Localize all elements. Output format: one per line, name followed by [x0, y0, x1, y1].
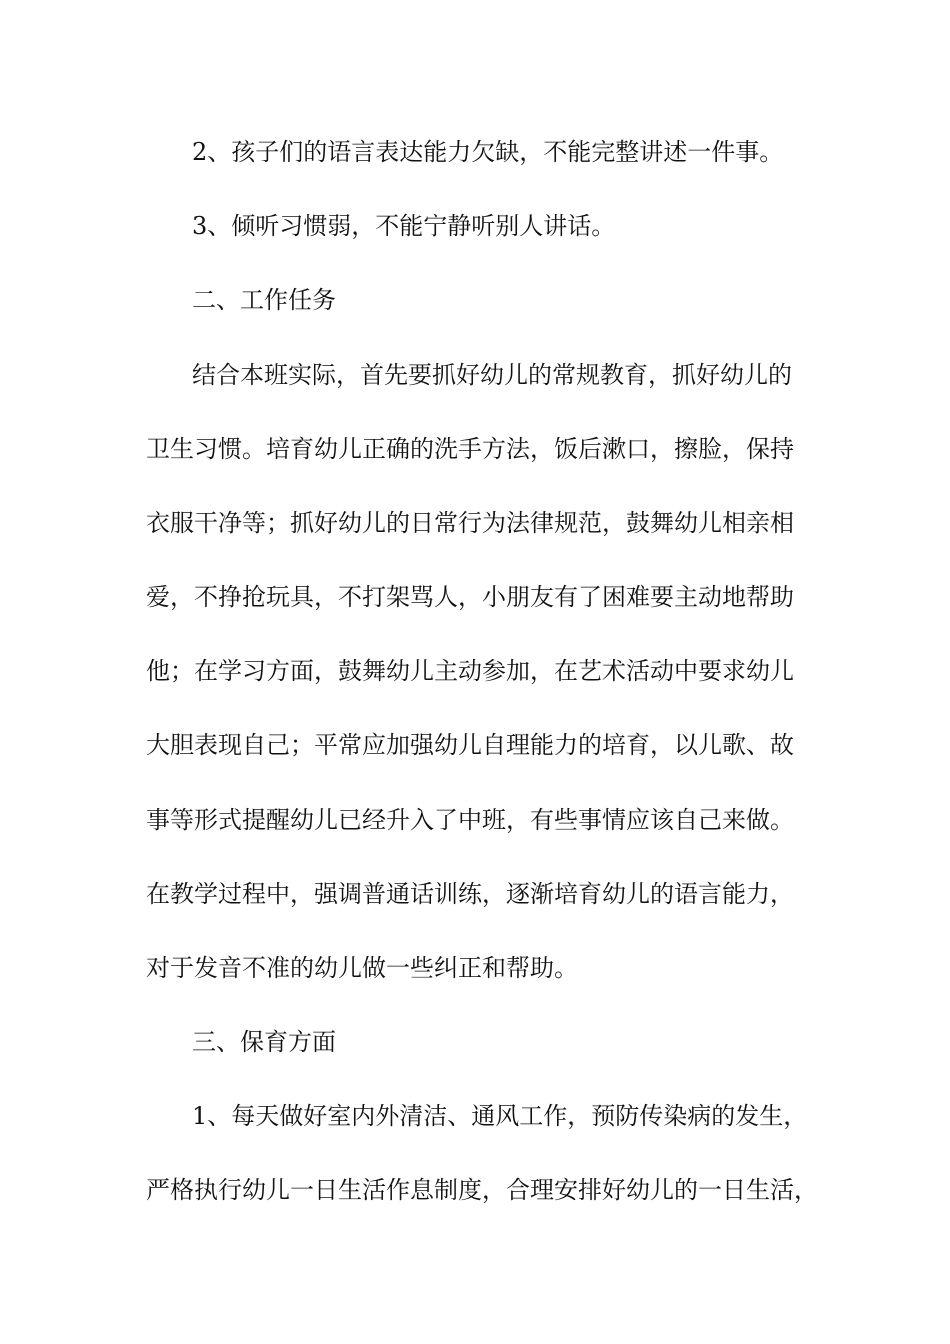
section-heading-work-tasks: 二、工作任务 [192, 286, 336, 314]
paragraph-line: 爱，不挣抢玩具，不打架骂人，小朋友有了困难要主动地帮助 [146, 583, 794, 611]
paragraph-line: 严格执行幼儿一日生活作息制度，合理安排好幼儿的一日生活， [146, 1176, 818, 1204]
paragraph-line: 1、每天做好室内外清洁、通风工作，预防传染病的发生， [192, 1102, 808, 1130]
paragraph-line: 结合本班实际，首先要抓好幼儿的常规教育，抓好幼儿的 [192, 361, 792, 389]
paragraph-line: 卫生习惯。培育幼儿正确的洗手方法，饭后漱口，擦脸，保持 [146, 435, 794, 463]
list-item-3: 3、倾听习惯弱，不能宁静听别人讲话。 [192, 212, 616, 240]
paragraph-line: 大胆表现自己；平常应加强幼儿自理能力的培育，以儿歌、故 [146, 731, 794, 759]
paragraph-line: 衣服干净等；抓好幼儿的日常行为法律规范，鼓舞幼儿相亲相 [146, 509, 794, 537]
paragraph-line: 对于发音不准的幼儿做一些纠正和帮助。 [146, 954, 578, 982]
paragraph-line: 在教学过程中，强调普通话训练，逐渐培育幼儿的语言能力， [146, 880, 794, 908]
section-heading-care: 三、保育方面 [192, 1028, 336, 1056]
paragraph-line: 事等形式提醒幼儿已经升入了中班，有些事情应该自己来做。 [146, 806, 794, 834]
paragraph-line: 他；在学习方面，鼓舞幼儿主动参加，在艺术活动中要求幼儿 [146, 657, 794, 685]
list-item-2: 2、孩子们的语言表达能力欠缺，不能完整讲述一件事。 [192, 138, 784, 166]
